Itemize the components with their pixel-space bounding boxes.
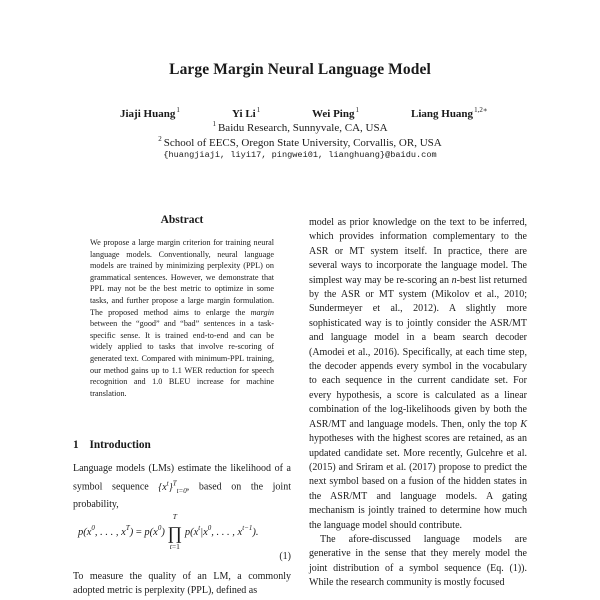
section-heading-introduction: 1 Introduction bbox=[73, 439, 151, 451]
equation-number: (1) bbox=[279, 551, 291, 562]
equation-1 bbox=[73, 509, 291, 562]
intro-paragraph-1: Language models (LMs) estimate the likelihood of a symbol sequence $\{x^t\}^T_{t=0}$, based on the joint probability, bbox=[73, 463, 291, 510]
intro-paragraph-2: To measure the quality of an LM, a commonly adopted metric is perplexity (PPL), defined as bbox=[73, 571, 291, 597]
author-4: Liang Huang$^{1,2∗}$ bbox=[411, 106, 488, 120]
abstract-heading: Abstract bbox=[160, 214, 204, 226]
right-column-text bbox=[309, 216, 527, 591]
affiliation-2: $^2$ School of EECS, Oregon State University, Corvallis, OR, USA bbox=[158, 135, 442, 149]
author-3: Wei Ping$^1$ bbox=[312, 106, 359, 120]
author-2: Yi Li$^1$ bbox=[232, 106, 261, 120]
right-paragraph-1: model as prior knowledge on the text to be inferred, which provides information complementary to the ASR or MT system itself. In practice, there are several ways to incorporate the language model. The simplest way may be re-scoring an n-best list returned by the ASR or MT system (Mikolov et al., 2010; Sundermeyer et al., 2012). A slightly more sophisticated way is to jointly consider the ASR/MT and language model in a beam search decoder (Amodei et al., 2016). Specifically, at each time step, the decoder appends every symbol in the vocabulary to each sequence in the current candidate set. For every hypothesis, a score is calculated as a linear combination of the log-likelihoods given by both the ASR/MT and language models. Then, only the top K hypotheses with the highest scores are retained, as an updated candidate set. More recently, Gulcehre et al. (2015) and Sriram et al. (2017) propose to predict the next symbol based on a fusion of the hidden states in the ASR/MT and language models. A gating mechanism is jointly trained to determine how much the language model should contribute. bbox=[309, 217, 527, 531]
paper-title: Large Margin Neural Language Model bbox=[169, 61, 431, 78]
author-1: Jiaji Huang$^1$ bbox=[120, 106, 180, 120]
affiliation-1: $^1$ Baidu Research, Sunnyvale, CA, USA bbox=[212, 120, 388, 134]
abstract-text: We propose a large margin criterion for training neural language models. Conventionally, neural language models are trained by minimizing perplexity (PPL) on grammatical sentences. However, we demonstrate that PPL may not be the best metric to optimize in some tasks, and further propose a large margin formulation. The proposed method aims to enlarge the margin between the “good” and “bad” sentences in a task-specific sense. It is trained end-to-end and can be widely applied to tasks that involve re-scoring of generated text. Compared with minimum-PPL training, our method gains up to 1.1 WER reduction for speech recognition and 1.0 BLEU increase for machine translation. bbox=[90, 238, 274, 398]
right-paragraph-2: The afore-discussed language models are generative in the sense that they merely model the joint distribution of a symbol sequence (Eq. (1)). While the research community is mostly focused bbox=[309, 533, 527, 589]
joint-probability-formula: $p(x^0$, . . . , $x^T) = p(x^0)$ T ∏ t=1 $p(x^t|x^0$, . . . , $x^{t-1}$). bbox=[78, 512, 259, 551]
author-emails: {huangjiaji, liyi17, pingwei01, lianghuang}@baidu.com bbox=[163, 150, 437, 160]
